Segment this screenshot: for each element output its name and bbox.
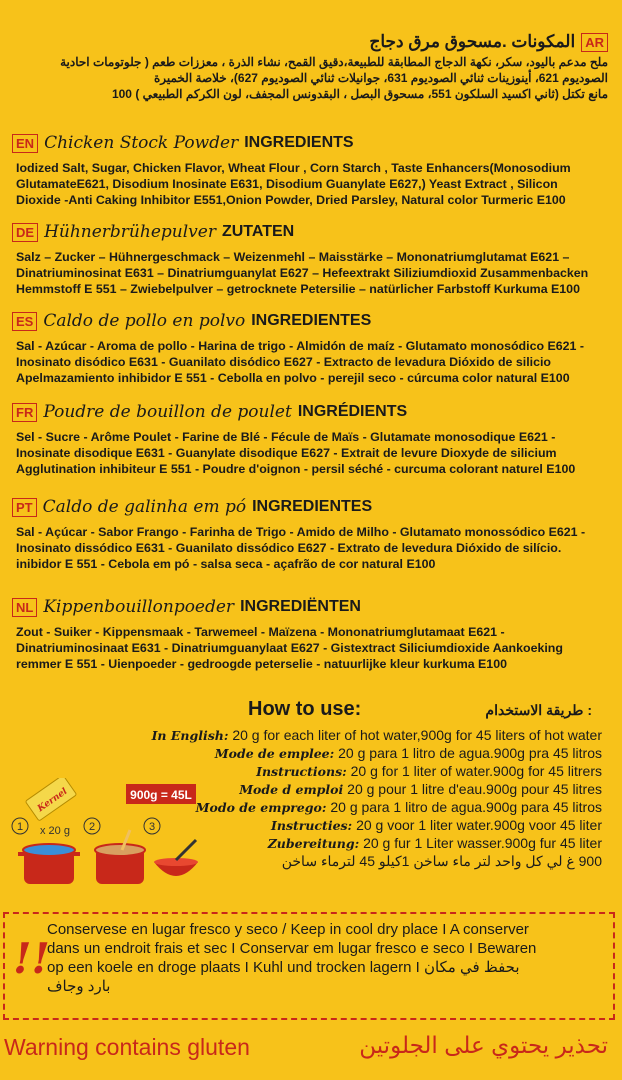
section-en	[12, 132, 606, 209]
lang-tag-fr: FR	[12, 403, 37, 422]
ingredients-text-es	[12, 338, 606, 387]
howto-line-english	[152, 727, 602, 744]
ingredients-line: Apelmazamiento inhibidor E 551 - Cebolla en polvo - perejil seco - cúrcuma color natural E100	[16, 371, 570, 386]
storage-text	[47, 920, 603, 996]
ingredients-line: Zout - Suiker - Kippensmaak - Tarwemeel - Maïzena - Mononatriumglutamaat E621 -	[16, 625, 505, 639]
section-pt	[12, 496, 606, 573]
lang-tag-es: ES	[12, 312, 37, 331]
ratio-badge: 900g = 45L	[130, 788, 192, 802]
ingredients-text-en	[12, 160, 606, 209]
ingredients-heading-pt: INGREDIENTES	[252, 498, 373, 515]
howto-text: 20 g para 1 litro de agua.900g pra 45 litros	[338, 745, 602, 761]
storage-line: dans un endroit frais et sec I Conservar em lugar fresco e seco I Bewaren	[47, 940, 537, 957]
step-number: 3	[148, 821, 156, 833]
howto-line-french	[239, 781, 602, 798]
ingredients-line: inibidor E 551 - Cebola em pó - salsa seca - açafrão de cor natural E100	[16, 557, 436, 572]
ingredients-line: Sal - Azúcar - Aroma de pollo - Harina de trigo - Almidón de maíz - Glutamato monosódico E621 -	[16, 339, 584, 353]
usage-illustration-svg	[6, 778, 202, 898]
howto-text: 20 g for each liter of hot water,900g for 45 liters of hot water	[232, 727, 602, 743]
product-name-pt: Caldo de galinha em pó	[42, 497, 247, 517]
product-name-fr: Poudre de bouillon de poulet	[43, 402, 292, 422]
ingredients-line: Sel - Sucre - Arôme Poulet - Farine de Blé - Fécule de Maïs - Glutamate monosodique E621 -	[16, 430, 556, 444]
section-nl	[12, 596, 606, 673]
step-number: 1	[16, 821, 24, 833]
howto-label: Mode de emplee:	[214, 746, 335, 761]
ingredients-line: Dinatriuminosinaat E631 - Dinatriumguanylaat E627 - Gistextract Siliciumdioxide Aankoeking	[16, 641, 563, 656]
usage-illustration	[6, 778, 202, 898]
ingredients-text-fr	[12, 429, 606, 478]
ingredients-line: Salz – Zucker – Hühnergeschmack – Weizenmehl – Maisstärke – Mononatriumglutamat E621 –	[16, 250, 570, 264]
stock-pack-icon	[25, 778, 76, 821]
ingredients-line: Dinatriuminosinat E631 – Dinatriumguanylat E627 – Hefeextrakt Siliziumdioxid Zusammenbacken	[16, 266, 589, 281]
howto-text: 20 g fur 1 Liter wasser.900g fur 45 liter	[363, 835, 602, 851]
dose-label: x 20 g	[40, 825, 70, 837]
storage-line	[47, 958, 603, 977]
lang-tag-pt: PT	[12, 498, 37, 517]
howto-text: 20 g for 1 liter of water.900g for 45 litrers	[350, 763, 602, 779]
howto-text: 20 g pour 1 litre d'eau.900g pour 45 litres	[347, 781, 602, 797]
ingredients-line: remmer E 551 - Uienpoeder - gedroogde peterselie - natuurlijke kleur kurkuma E100	[16, 657, 507, 672]
howto-text: 20 g voor 1 liter water.900g voor 45 liter	[356, 817, 602, 833]
ingredients-line: Hemmstoff E 551 – Zwiebelpulver – getrocknete Petersilie – natürlicher Farbstoff Kurkuma E100	[16, 282, 580, 297]
howto-line-instructions	[256, 763, 602, 780]
ingredients-heading-nl: INGREDIËNTEN	[240, 598, 361, 615]
howto-label: Mode d emploi	[239, 782, 344, 797]
arabic-body	[12, 54, 608, 102]
ingredients-line: Agglutination inhibiteur E 551 - Poudre d'oignon - persil séché - curcuma colorant naturel E100	[16, 462, 576, 477]
howto-label: In English:	[151, 728, 229, 743]
product-name-en: Chicken Stock Powder	[44, 133, 239, 153]
product-name-nl: Kippenbouillonpoeder	[43, 597, 235, 617]
section-de	[12, 221, 606, 298]
storage-instructions-box	[3, 912, 615, 1020]
exclamation-icon: !!	[13, 934, 50, 983]
ingredients-heading-es: INGREDIENTES	[251, 312, 372, 329]
howto-label: Instructions:	[256, 764, 347, 779]
gluten-warning-en: Warning contains gluten	[4, 1034, 250, 1060]
storage-line-ar: بارد وجاف	[47, 978, 111, 995]
ingredients-line: Inosinate disodique E631 - Guanylate disodique E627 - Extrait de levure Dioxyde de silicium	[16, 446, 557, 461]
lang-tag-ar: AR	[581, 33, 608, 52]
ingredients-text-nl	[12, 624, 606, 673]
step-number: 2	[88, 821, 96, 833]
arabic-line: الصوديوم 621، أينوزينات ثنائي الصوديوم 631، جوانيلات ثنائي الصوديوم 627)، خلاصة الخميرة	[153, 71, 608, 85]
howto-line-spanish	[215, 745, 602, 762]
how-to-use-title: How to use:	[248, 698, 362, 720]
ingredients-line: GlutamateE621, Disodium Inosinate E631, Disodium Guanylate E627,) Yeast Extract , Silicon	[16, 177, 558, 192]
arabic-title: المكونات .مسحوق مرق دجاج	[369, 32, 576, 51]
ingredients-text-de	[12, 249, 606, 298]
howto-label: Zubereitung:	[267, 836, 360, 851]
ingredients-line: Sal - Açúcar - Sabor Frango - Farinha de Trigo - Amido de Milho - Glutamato monossódico E621 -	[16, 525, 586, 539]
howto-line-dutch	[271, 817, 602, 834]
section-fr	[12, 401, 606, 478]
pot-icon	[18, 844, 80, 884]
howto-label: Instructies:	[271, 818, 353, 833]
arabic-ingredients	[12, 32, 608, 102]
gluten-warning-ar: تحذير يحتوي على الجلوتين	[359, 1032, 608, 1058]
lang-tag-nl: NL	[12, 598, 37, 617]
howto-line-arabic: 900 غ لي كل واحد لتر ماء ساخن 1كيلو 45 لترماء ساخن	[281, 853, 602, 869]
pack-label: Kernel	[36, 786, 70, 815]
ingredients-heading-fr: INGRÉDIENTS	[297, 403, 408, 420]
ingredients-line: Iodized Salt, Sugar, Chicken Flavor, Wheat Flour , Corn Starch , Taste Enhancers(Monosodium	[16, 161, 571, 175]
howto-label: Modo de emprego:	[195, 800, 327, 815]
storage-line: Conservese en lugar fresco y seco / Keep in cool dry place I A conserver	[47, 921, 529, 938]
bowl-icon	[154, 840, 198, 876]
howto-line-portuguese	[196, 799, 602, 816]
ingredients-line: Inosinato dissódico E631 - Guanilato dissódico E627 - Extrato de levedura Dióxido de silício.	[16, 541, 562, 556]
product-name-de: Hühnerbrühepulver	[44, 222, 216, 242]
product-name-es: Caldo de pollo en polvo	[43, 311, 246, 331]
howto-text: 20 g para 1 litro de agua.900g para 45 litros	[330, 799, 602, 815]
how-to-use-title-ar: طريقة الاستخدام :	[485, 702, 592, 718]
lang-tag-de: DE	[12, 223, 38, 242]
arabic-title-row	[12, 32, 608, 52]
ingredients-heading-en: INGREDIENTS	[244, 134, 354, 151]
pot-stirring-icon	[95, 830, 145, 884]
howto-line-german	[268, 835, 602, 852]
lang-tag-en: EN	[12, 134, 38, 153]
section-es	[12, 310, 606, 387]
ingredients-line: Inosinato disódico E631 - Guanilato disódico E627 - Extracto de levadura Dióxido de silicio	[16, 355, 551, 370]
arabic-line: مانع تكتل (ثاني اكسيد السلكون 551، مسحوق البصل ، البقدونس المجفف، لون الكركم الطبيعي ) 100	[111, 87, 608, 101]
storage-line-text: op een koele en droge plaats I Kuhl und trocken lagern I	[47, 959, 420, 976]
storage-line-ar: بحفظ في مكان	[423, 959, 520, 976]
arabic-line: ملح مدعم باليود، سكر، نكهة الدجاج المطابقة للطبيعة،دقيق القمح، نشاء الذرة ، معززات طعم ( جلوتومات احادية	[60, 55, 608, 69]
ingredients-text-pt	[12, 524, 606, 573]
ingredients-line: Dioxide -Anti Caking Inhibitor E551,Onion Powder, Dried Parsley, Natural color Turmeric E100	[16, 193, 566, 208]
ingredients-heading-de: ZUTATEN	[221, 223, 295, 240]
